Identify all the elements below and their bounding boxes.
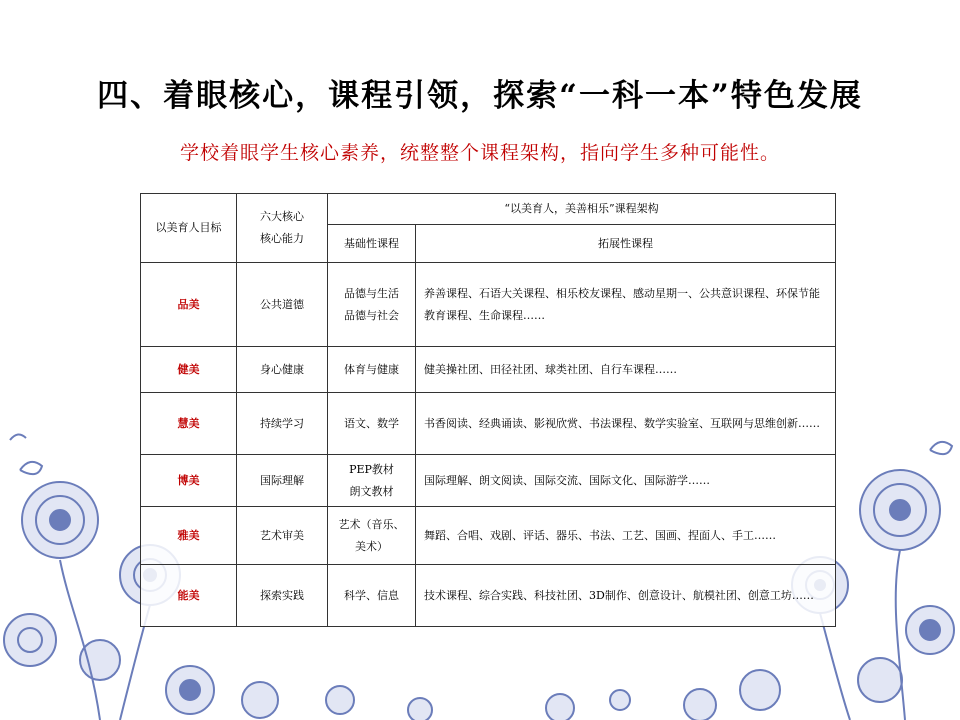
basic-cell <box>328 507 416 565</box>
basic-cell: 体育与健康 <box>328 347 416 393</box>
table-row <box>141 347 836 393</box>
basic-cell: 语文、数学 <box>328 393 416 455</box>
extended-cell: 养善课程、石语大关课程、相乐校友课程、感动星期一、公共意识课程、环保节能教育课程、生命课程…… <box>416 263 836 347</box>
extended-cell: 书香阅读、经典诵读、影视欣赏、书法课程、数学实验室、互联网与思维创新…… <box>416 393 836 455</box>
page-title: 四、着眼核心，课程引领，探索“一科一本”特色发展 <box>97 78 863 114</box>
extended-cell: 技术课程、综合实践、科技社团、3D制作、创意设计、航模社团、创意工坊…… <box>416 565 836 627</box>
header-goal: 以美育人目标 <box>141 194 237 263</box>
table-row <box>141 507 836 565</box>
header-ability-line2: 核心能力 <box>260 232 304 245</box>
header-ability-line1: 六大核心 <box>260 210 304 223</box>
table-row <box>141 565 836 627</box>
basic-cell: 科学、信息 <box>328 565 416 627</box>
basic-cell <box>328 263 416 347</box>
table-row <box>141 393 836 455</box>
ability-cell: 探索实践 <box>237 565 328 627</box>
basic-cell <box>328 455 416 507</box>
basic-line2: 美术） <box>355 539 388 553</box>
extended-cell: 国际理解、朗文阅读、国际交流、国际文化、国际游学…… <box>416 455 836 507</box>
goal-cell: 健美 <box>141 347 237 393</box>
goal-cell: 能美 <box>141 565 237 627</box>
course-framework-table <box>140 193 836 627</box>
goal-cell: 品美 <box>141 263 237 347</box>
basic-line1: 品德与生活 <box>344 286 399 300</box>
extended-cell: 舞蹈、合唱、戏剧、评话、器乐、书法、工艺、国画、捏面人、手工…… <box>416 507 836 565</box>
ability-cell: 国际理解 <box>237 455 328 507</box>
goal-cell: 慧美 <box>141 393 237 455</box>
basic-line2: 朗文教材 <box>349 484 394 498</box>
page-subtitle: 学校着眼学生核心素养，统整整个课程架构，指向学生多种可能性。 <box>179 142 780 164</box>
goal-cell: 博美 <box>141 455 237 507</box>
ability-cell: 身心健康 <box>237 347 328 393</box>
basic-line2: 品德与社会 <box>344 308 399 322</box>
table-row <box>141 263 836 347</box>
table-row <box>141 455 836 507</box>
header-basic: 基础性课程 <box>328 225 416 263</box>
basic-line1: 艺术（音乐、 <box>338 517 405 531</box>
goal-cell: 雅美 <box>141 507 237 565</box>
header-ability <box>237 194 328 263</box>
table-header-row <box>141 194 836 225</box>
ability-cell: 公共道德 <box>237 263 328 347</box>
header-extended: 拓展性课程 <box>416 225 836 263</box>
extended-cell: 健美操社团、田径社团、球类社团、自行车课程…… <box>416 347 836 393</box>
ability-cell: 持续学习 <box>237 393 328 455</box>
header-framework: “以美育人，美善相乐”课程架构 <box>328 194 836 225</box>
ability-cell: 艺术审美 <box>237 507 328 565</box>
basic-line1: PEP教材 <box>349 462 394 476</box>
